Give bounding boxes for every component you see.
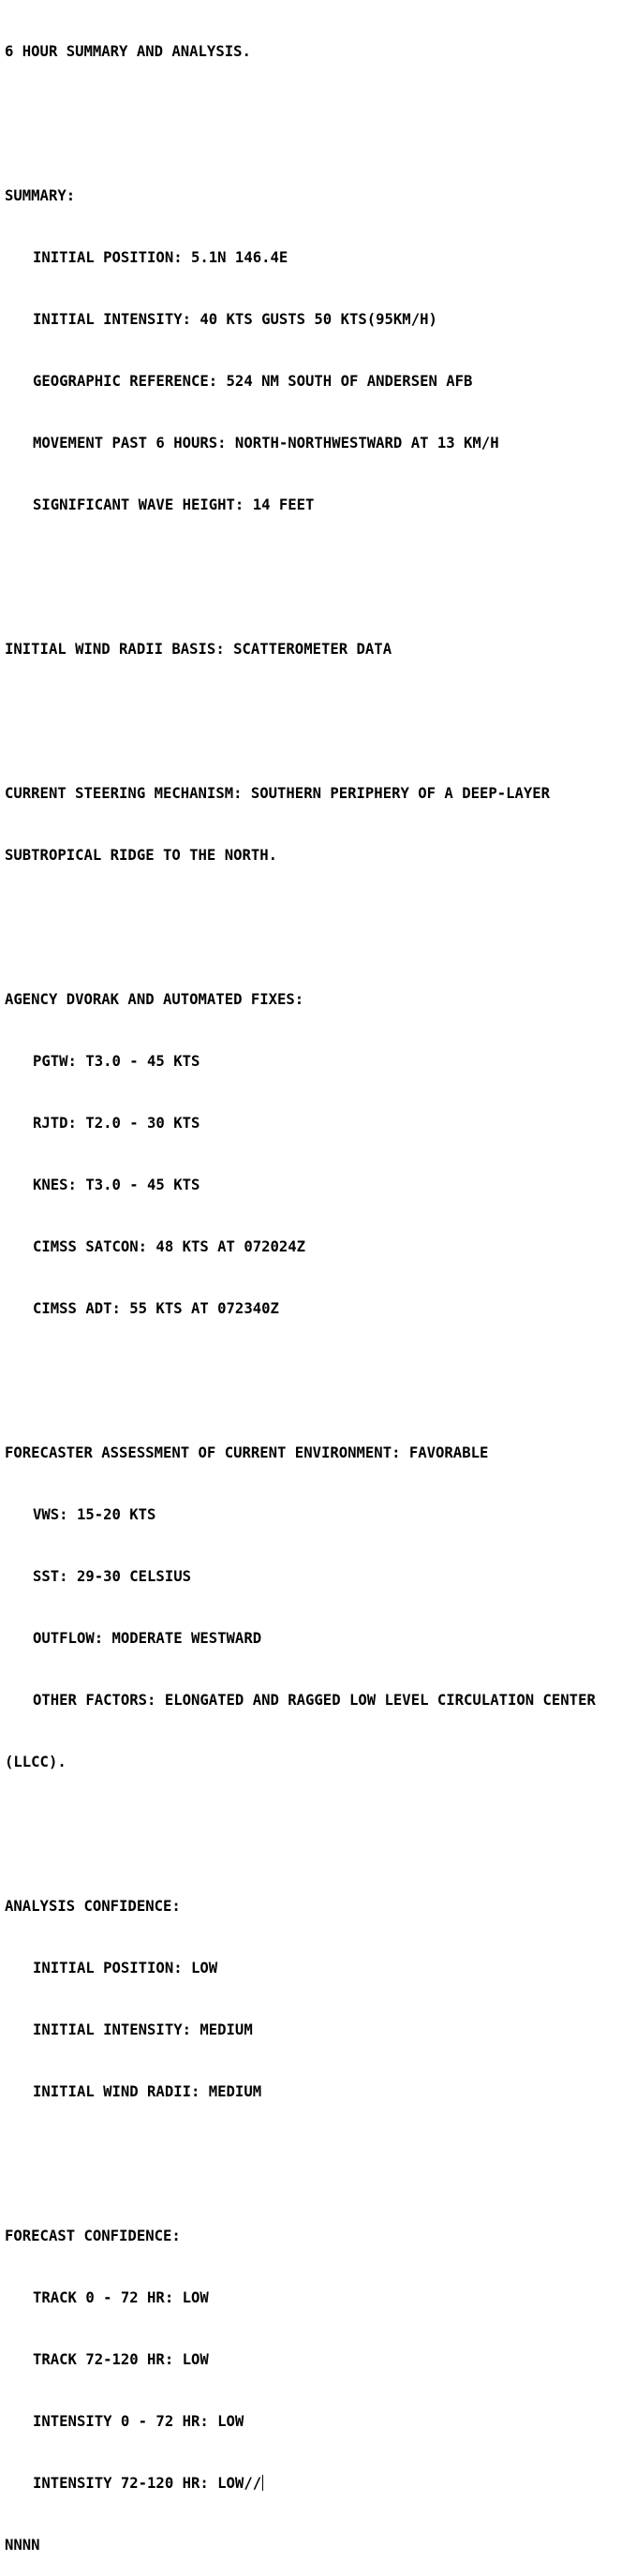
summary-line: MOVEMENT PAST 6 HOURS: NORTH-NORTHWESTWARD AT 13 KM/H [33, 435, 499, 452]
environment-continuation: (LLCC). [5, 1754, 67, 1770]
summary-heading: SUMMARY: [5, 187, 76, 204]
forecast-confidence-heading: FORECAST CONFIDENCE: [5, 2228, 181, 2244]
blank-line [5, 103, 596, 124]
steering-line-1: CURRENT STEERING MECHANISM: SOUTHERN PERIPHERY OF A DEEP-LAYER [5, 785, 551, 802]
analysis-confidence-line: INITIAL INTENSITY: MEDIUM [33, 2021, 253, 2038]
environment-line: VWS: 15-20 KTS [33, 1506, 156, 1523]
text-cursor [262, 2475, 263, 2491]
blank-line [5, 2143, 596, 2164]
forecast-confidence-line: INTENSITY 0 - 72 HR: LOW [33, 2413, 244, 2430]
summary-line: SIGNIFICANT WAVE HEIGHT: 14 FEET [33, 496, 315, 513]
blank-line [5, 1814, 596, 1834]
blank-line [5, 556, 596, 577]
steering-line-2: SUBTROPICAL RIDGE TO THE NORTH. [5, 847, 278, 864]
analysis-confidence-line: INITIAL WIND RADII: MEDIUM [33, 2083, 262, 2100]
forecast-confidence-last-line[interactable] [5, 2473, 596, 2494]
analysis-confidence-line: INITIAL POSITION: LOW [33, 1960, 218, 1976]
fix-line: CIMSS ADT: 55 KTS AT 072340Z [33, 1300, 279, 1317]
end-marker: NNNN [5, 2537, 40, 2554]
fix-line: PGTW: T3.0 - 45 KTS [33, 1053, 200, 1070]
summary-line: INITIAL INTENSITY: 40 KTS GUSTS 50 KTS(95KM/H) [33, 311, 437, 328]
blank-line [5, 701, 596, 721]
environment-heading: FORECASTER ASSESSMENT OF CURRENT ENVIRONMENT: FAVORABLE [5, 1444, 489, 1461]
summary-line: INITIAL POSITION: 5.1N 146.4E [33, 249, 288, 266]
forecast-confidence-line: TRACK 72-120 HR: LOW [33, 2351, 209, 2368]
bulletin-document [5, 0, 596, 2576]
fix-line: KNES: T3.0 - 45 KTS [33, 1177, 200, 1193]
blank-line [5, 1360, 596, 1381]
environment-line: OTHER FACTORS: ELONGATED AND RAGGED LOW LEVEL CIRCULATION CENTER [33, 1692, 596, 1709]
fixes-heading: AGENCY DVORAK AND AUTOMATED FIXES: [5, 991, 304, 1008]
summary-line: GEOGRAPHIC REFERENCE: 524 NM SOUTH OF ANDERSEN AFB [33, 373, 473, 390]
document-title: 6 HOUR SUMMARY AND ANALYSIS. [5, 43, 251, 60]
forecast-confidence-line: TRACK 0 - 72 HR: LOW [33, 2289, 209, 2306]
wind-radii-basis: INITIAL WIND RADII BASIS: SCATTEROMETER DATA [5, 641, 392, 658]
analysis-confidence-heading: ANALYSIS CONFIDENCE: [5, 1898, 181, 1915]
blank-line [5, 907, 596, 927]
fix-line: CIMSS SATCON: 48 KTS AT 072024Z [33, 1238, 306, 1255]
forecast-confidence-last-text: INTENSITY 72-120 HR: LOW// [33, 2475, 262, 2492]
environment-line: SST: 29-30 CELSIUS [33, 1568, 191, 1585]
fix-line: RJTD: T2.0 - 30 KTS [33, 1115, 200, 1132]
environment-line: OUTFLOW: MODERATE WESTWARD [33, 1630, 262, 1647]
